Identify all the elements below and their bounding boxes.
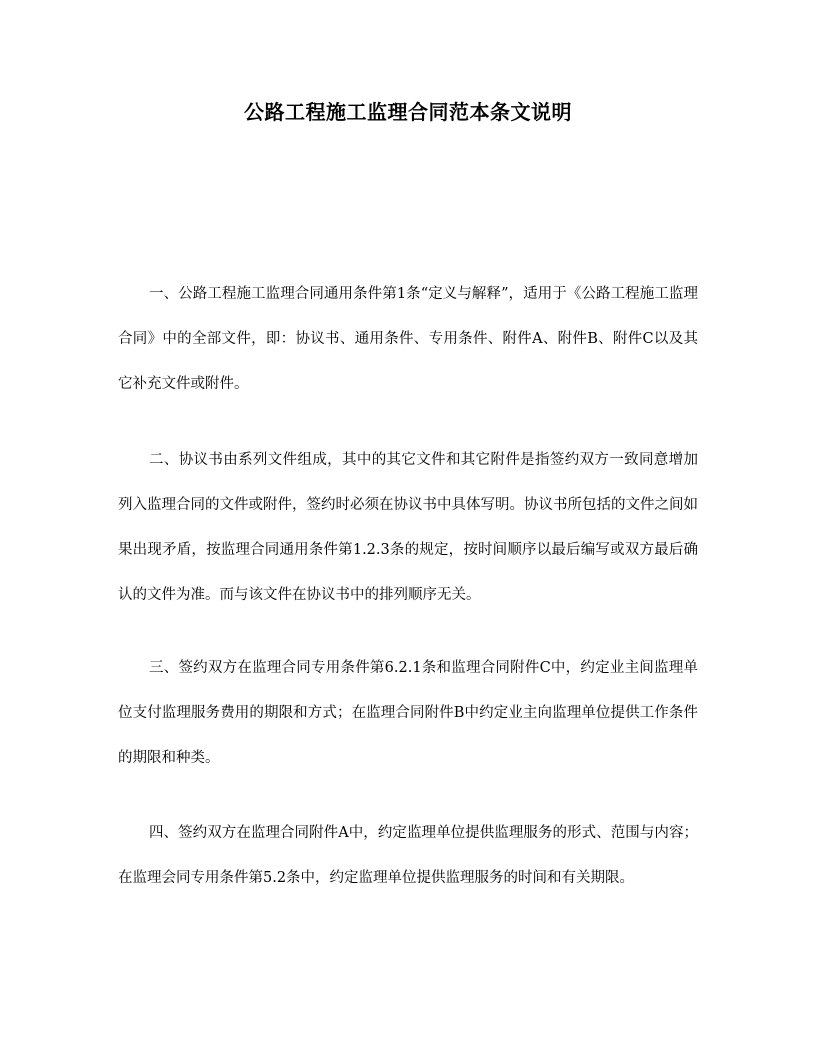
document-title: 公路工程施工监理合同范本条文说明 [244, 100, 572, 124]
paragraph-3: 三、签约双方在监理合同专用条件第6.2.1条和监理合同附件C中，约定业主间监理单位支付监理服务费用的期限和方式；在监理合同附件B中约定业主向监理单位提供工作条件的期限和种类。 [118, 660, 698, 766]
paragraph-1: 一、公路工程施工监理合同通用条件第1条“定义与解释”，适用于《公路工程施工监理合同》中的全部文件，即：协议书、通用条件、专用条件、附件A、附件B、附件C以及其它补充文件或附件。 [118, 286, 698, 392]
paragraph-2: 二、协议书由系列文件组成，其中的其它文件和其它附件是指签约双方一致同意增加列入监理合同的文件或附件，签约时必须在协议书中具体写明。协议书所包括的文件之间如果出现矛盾，按监理合同通用条件第1.2.3条的规定，按时间顺序以最后编写或双方最后确认的文件为准。而与该文件在协议书中的排列顺序无关。 [118, 452, 698, 603]
paragraph-4: 四、签约双方在监理合同附件A中，约定监理单位提供监理服务的形式、范围与内容；在监理会同专用条件第5.2条中，约定监理单位提供监理服务的时间和有关期限。 [118, 825, 698, 886]
